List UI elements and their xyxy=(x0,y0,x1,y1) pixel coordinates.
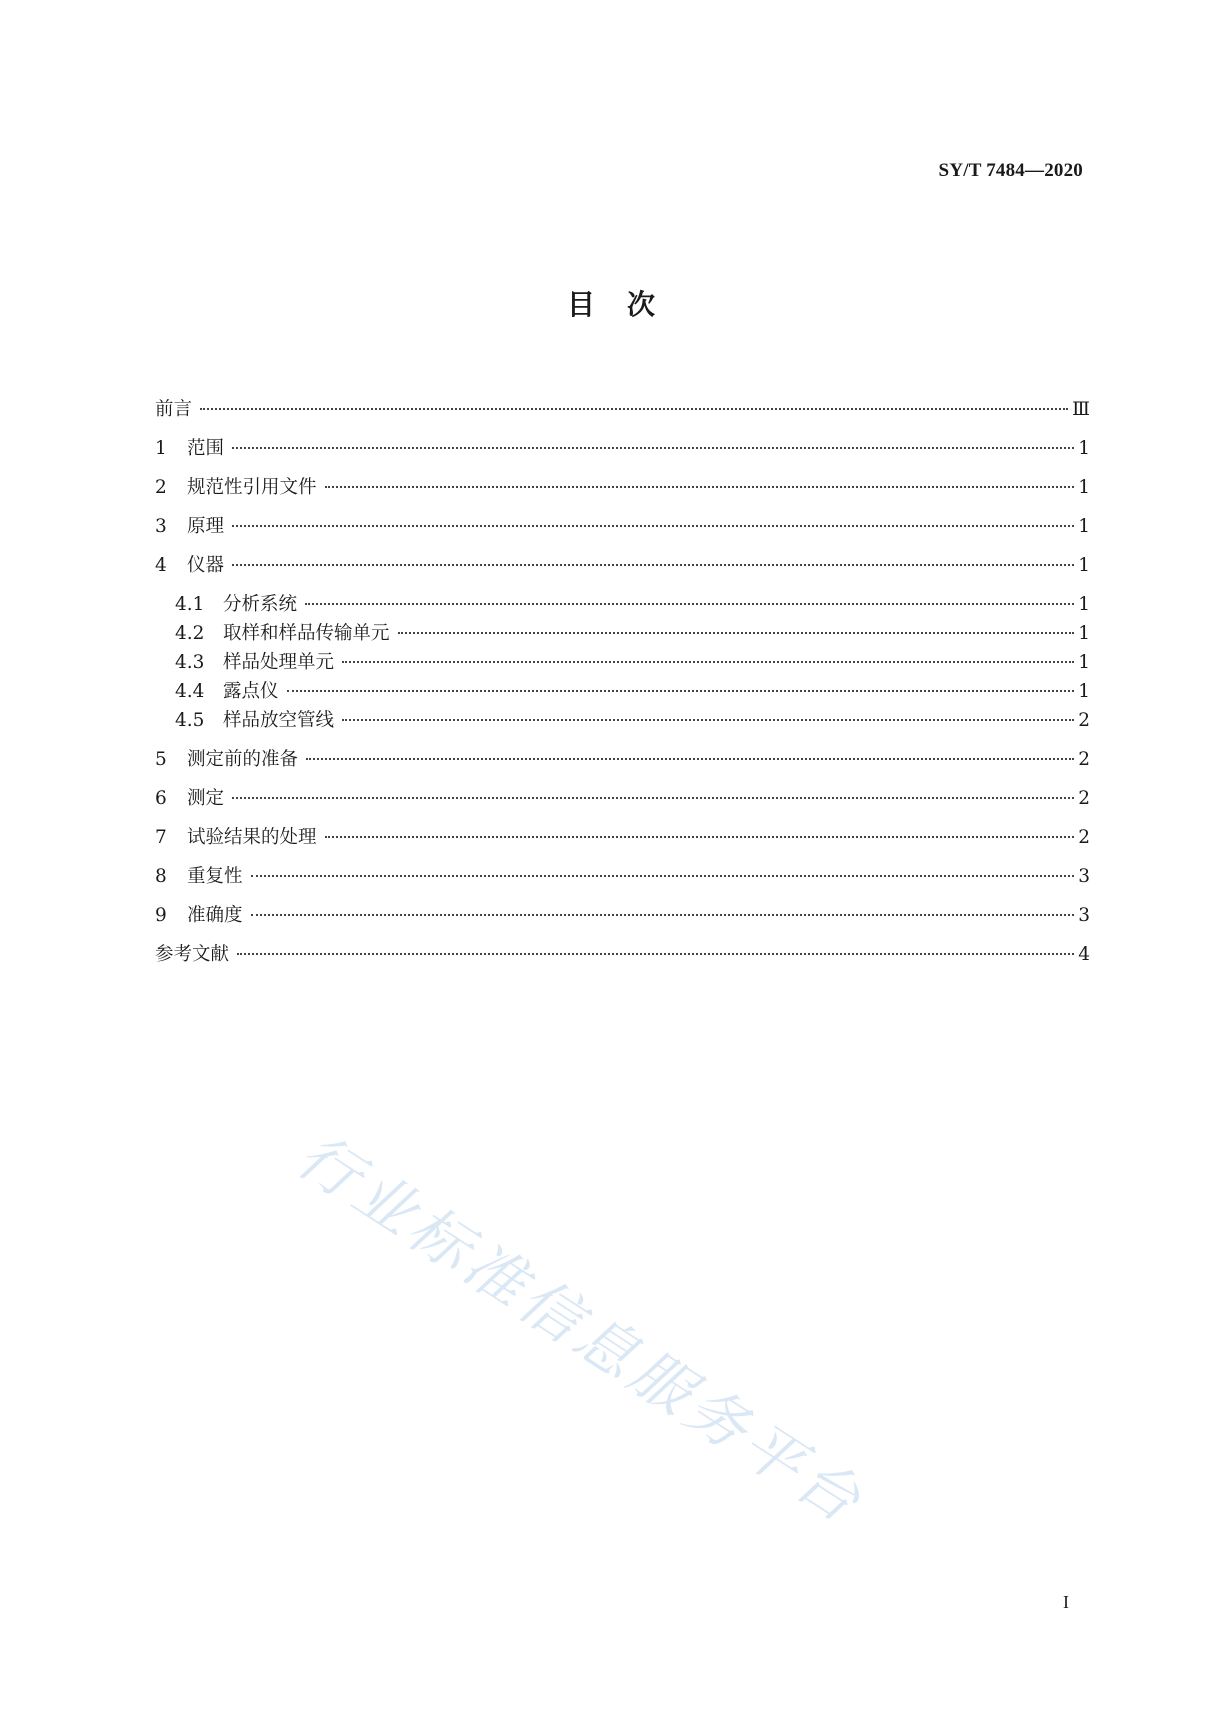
toc-entry-page: 1 xyxy=(1078,477,1090,498)
toc-entry-label: 取样和样品传输单元 xyxy=(223,623,390,644)
toc-dot-leader xyxy=(306,758,1074,760)
toc-dot-leader xyxy=(342,719,1074,721)
toc-entry[interactable] xyxy=(155,591,1090,619)
toc-entry-page: 2 xyxy=(1078,827,1090,848)
toc-dot-leader xyxy=(325,486,1074,488)
toc-entry-page: 1 xyxy=(1078,438,1090,459)
toc-entry-page: 2 xyxy=(1078,788,1090,809)
toc-entry-label: 露点仪 xyxy=(223,681,279,702)
toc-entry-number: 1 xyxy=(155,438,167,459)
toc-entry-label: 规范性引用文件 xyxy=(187,477,317,498)
toc-dot-leader xyxy=(232,447,1074,449)
toc-entry-page: 1 xyxy=(1078,681,1090,702)
toc-entry-label: 分析系统 xyxy=(223,594,298,615)
toc-dot-leader xyxy=(237,953,1074,955)
toc-entry-label: 前言 xyxy=(155,399,193,420)
toc-entry[interactable] xyxy=(155,620,1090,648)
toc-entry-number: 4.5 xyxy=(175,710,205,731)
toc-entry-label: 参考文献 xyxy=(155,944,230,965)
toc-entry-page: 2 xyxy=(1078,749,1090,770)
toc-entry-number: 4.3 xyxy=(175,652,205,673)
toc-entry-label: 仪器 xyxy=(187,555,225,576)
toc-entry[interactable] xyxy=(155,649,1090,677)
toc-entry-number: 4.4 xyxy=(175,681,205,702)
toc-entry[interactable] xyxy=(155,513,1090,541)
toc-dot-leader xyxy=(232,525,1074,527)
toc-entry-label: 试验结果的处理 xyxy=(187,827,317,848)
toc-entry-label: 原理 xyxy=(187,516,225,537)
toc-entry[interactable] xyxy=(155,863,1090,891)
toc-entry-page: 1 xyxy=(1078,555,1090,576)
toc-dot-leader xyxy=(251,914,1074,916)
toc-entry[interactable] xyxy=(155,785,1090,813)
toc-dot-leader xyxy=(342,661,1074,663)
toc-entry[interactable] xyxy=(155,746,1090,774)
toc-entry[interactable] xyxy=(155,824,1090,852)
toc-dot-leader xyxy=(251,875,1074,877)
toc-dot-leader xyxy=(325,836,1074,838)
toc-entry-page: 1 xyxy=(1078,652,1090,673)
toc-entry-label: 测定前的准备 xyxy=(187,749,299,770)
toc-dot-leader xyxy=(305,603,1074,605)
toc-dot-leader xyxy=(398,632,1074,634)
toc-entry-page: 4 xyxy=(1078,944,1090,965)
toc-entry[interactable] xyxy=(155,902,1090,930)
toc-entry-number: 3 xyxy=(155,516,167,537)
toc-entry-number: 9 xyxy=(155,905,167,926)
toc-entry-page: 3 xyxy=(1078,866,1090,887)
toc-entry-label: 测定 xyxy=(187,788,225,809)
toc-entry[interactable] xyxy=(155,474,1090,502)
toc-entry[interactable] xyxy=(155,707,1090,735)
toc-entry-page: 1 xyxy=(1078,516,1090,537)
page-number: I xyxy=(1063,1592,1069,1612)
toc-entry-number: 5 xyxy=(155,749,167,770)
toc-dot-leader xyxy=(232,797,1074,799)
toc-entry-number: 4.2 xyxy=(175,623,205,644)
toc-entry[interactable] xyxy=(155,396,1090,424)
toc-dot-leader xyxy=(200,408,1068,410)
toc-entry-number: 6 xyxy=(155,788,167,809)
watermark: 行业标准信息服务平台 xyxy=(284,1120,877,1540)
toc-entry-number: 2 xyxy=(155,477,167,498)
toc-entry[interactable] xyxy=(155,678,1090,706)
toc-entry[interactable] xyxy=(155,552,1090,580)
toc-dot-leader xyxy=(232,564,1074,566)
page-title: 目 次 xyxy=(566,288,657,321)
toc-entry-number: 8 xyxy=(155,866,167,887)
toc-entry-label: 范围 xyxy=(187,438,225,459)
toc-entry-page: 1 xyxy=(1078,623,1090,644)
toc-entry-label: 样品处理单元 xyxy=(223,652,335,673)
toc-entry-label: 重复性 xyxy=(187,866,243,887)
toc-entry-label: 样品放空管线 xyxy=(223,710,335,731)
toc-entry-page: 2 xyxy=(1078,710,1090,731)
toc-entry-number: 7 xyxy=(155,827,167,848)
toc-entry-page: Ⅲ xyxy=(1072,399,1090,420)
toc-entry-number: 4.1 xyxy=(175,594,205,615)
toc-entry-page: 3 xyxy=(1078,905,1090,926)
toc-entry[interactable] xyxy=(155,941,1090,969)
toc-entry[interactable] xyxy=(155,435,1090,463)
toc-dot-leader xyxy=(287,690,1074,692)
toc-entry-page: 1 xyxy=(1078,594,1090,615)
toc-entry-number: 4 xyxy=(155,555,167,576)
standard-code: SY/T 7484—2020 xyxy=(938,160,1083,181)
toc-entry-label: 准确度 xyxy=(187,905,243,926)
